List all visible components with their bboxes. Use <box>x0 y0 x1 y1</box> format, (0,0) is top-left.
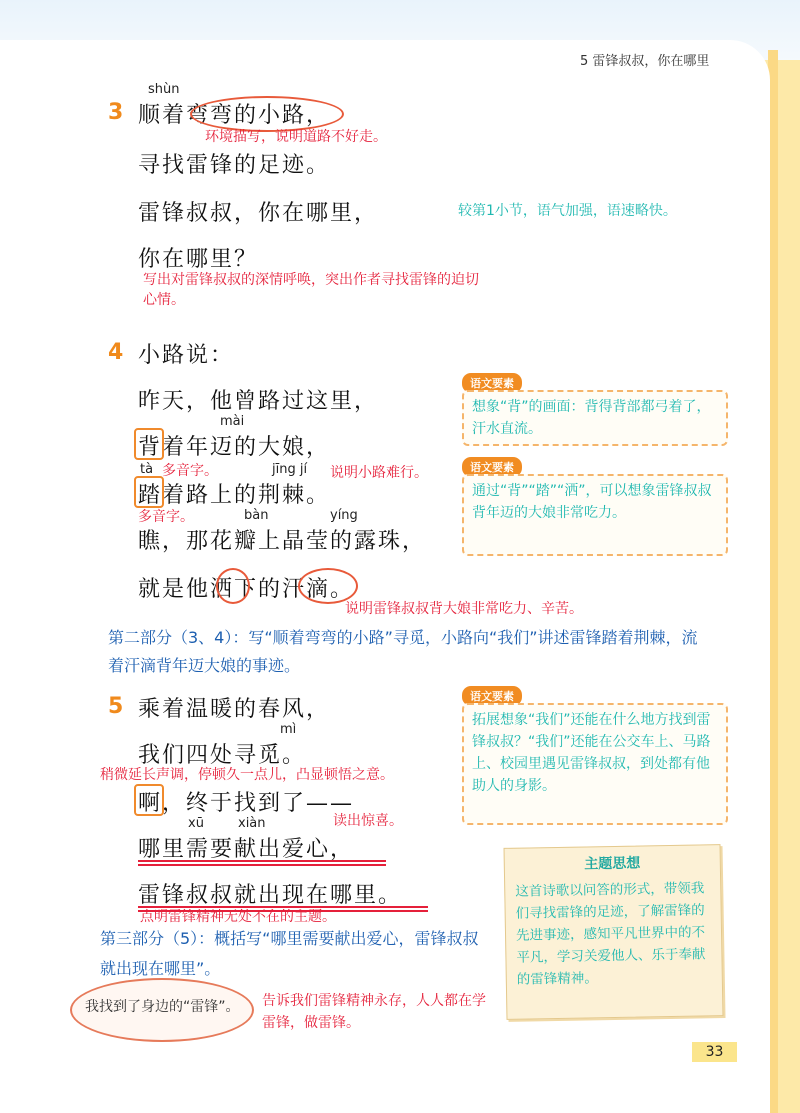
annotation-note: 说明小路难行。 <box>330 465 428 481</box>
tag-language-element: 语文要素 <box>462 457 522 477</box>
highlight-circle <box>216 568 250 604</box>
poem-line: 我们四处寻觅。 <box>138 743 307 768</box>
thought-cloud-text: 我找到了身边的“雷锋”。 <box>85 999 240 1015</box>
annotation-note: 环境描写，说明道路不好走。 <box>205 129 387 145</box>
pinyin-mi: mì <box>280 722 297 737</box>
poem-line: 雷锋叔叔，你在哪里， <box>138 201 379 226</box>
pinyin-xu: xū <box>188 816 204 831</box>
poem-line: 背着年迈的大娘， <box>138 435 331 460</box>
theme-title: 主题思想 <box>584 855 641 873</box>
annotation-note: 说明雷锋叔叔背大娘非常吃力、辛苦。 <box>345 601 583 617</box>
annotation-note: 写出对雷锋叔叔的深情呼唤，突出作者寻找雷锋的迫切心情。 <box>143 272 479 308</box>
poem-line: 就是他洒下的汗滴。 <box>138 577 355 602</box>
poem-line: 啊，终于找到了—— <box>138 791 355 816</box>
pinyin-mai: mài <box>220 414 245 429</box>
tag-language-element: 语文要素 <box>462 686 522 706</box>
page-number: 33 <box>692 1042 737 1062</box>
highlight-box <box>134 428 164 460</box>
underline <box>138 864 386 866</box>
pinyin-jingji: jīng jí <box>272 462 308 477</box>
poem-line: 乘着温暖的春风， <box>138 697 331 722</box>
poem-line: 踏着路上的荆棘。 <box>138 483 331 508</box>
poem-line: 昨天，他曾路过这里， <box>138 389 379 414</box>
tag-language-element: 语文要素 <box>462 373 522 393</box>
annotation-note: 告诉我们雷锋精神永存，人人都在学雷锋，做雷锋。 <box>262 993 486 1031</box>
note-box: 拓展想象“我们”还能在什么地方找到雷锋叔叔？“我们”还能在公交车上、马路上、校园里遇见雷锋叔叔，到处都有他助人的身影。 <box>462 703 728 825</box>
annotation-note: 较第1小节，语气加强，语速略快。 <box>458 203 677 219</box>
underline <box>138 860 386 862</box>
stanza-number-5: 5 <box>108 694 124 719</box>
part-summary: 第二部分（3、4）：写“顺着弯弯的小路”寻觅，小路向“我们”讲述雷锋踏着荆棘，流着汗滴背年迈大娘的事迹。 <box>108 628 698 675</box>
pinyin-ying: yíng <box>330 508 358 523</box>
pinyin-xian: xiàn <box>238 816 266 831</box>
annotation-note: 稍微延长声调，停顿久一点儿，凸显顿悟之意。 <box>100 767 394 783</box>
poem-line: 瞧，那花瓣上晶莹的露珠， <box>138 529 427 554</box>
pinyin-ban: bàn <box>244 508 269 523</box>
poem-line: 寻找雷锋的足迹。 <box>138 153 331 178</box>
stanza-number-4: 4 <box>108 340 124 365</box>
annotation-note: 读出惊喜。 <box>333 813 403 829</box>
poem-line: 小路说： <box>138 343 235 368</box>
poem-line: 你在哪里？ <box>138 247 259 272</box>
poem-line: 雷锋叔叔就出现在哪里。 <box>138 883 403 908</box>
annotation-note: 多音字。 <box>162 463 218 479</box>
pinyin-shun: shùn <box>148 82 180 97</box>
note-box: 通过“背”“踏”“洒”，可以想象雷锋叔叔背年迈的大娘非常吃力。 <box>462 474 728 556</box>
poem-line: 顺着弯弯的小路， <box>138 103 331 128</box>
pinyin-ta: tà <box>140 462 154 477</box>
highlight-box <box>134 784 164 816</box>
poem-line: 哪里需要献出爱心， <box>138 837 355 862</box>
theme-body: 这首诗歌以问答的形式，带领我们寻找雷锋的足迹，了解雷锋的先进事迹，感知平凡世界中的不平凡，学习关爱他人、乐于奉献的雷锋精神。 <box>515 880 706 988</box>
running-header: 5 雷锋叔叔，你在哪里 <box>580 54 710 69</box>
highlight-box <box>134 476 164 508</box>
stanza-number-3: 3 <box>108 100 124 125</box>
annotation-note: 点明雷锋精神无处不在的主题。 <box>140 909 336 925</box>
part-summary: 第三部分（5）：概括写“哪里需要献出爱心，雷锋叔叔就出现在哪里”。 <box>100 929 479 978</box>
annotation-note: 多音字。 <box>138 509 194 525</box>
theme-card <box>504 844 724 1020</box>
note-box: 想象“背”的画面：背得背部都弓着了，汗水直流。 <box>462 390 728 446</box>
